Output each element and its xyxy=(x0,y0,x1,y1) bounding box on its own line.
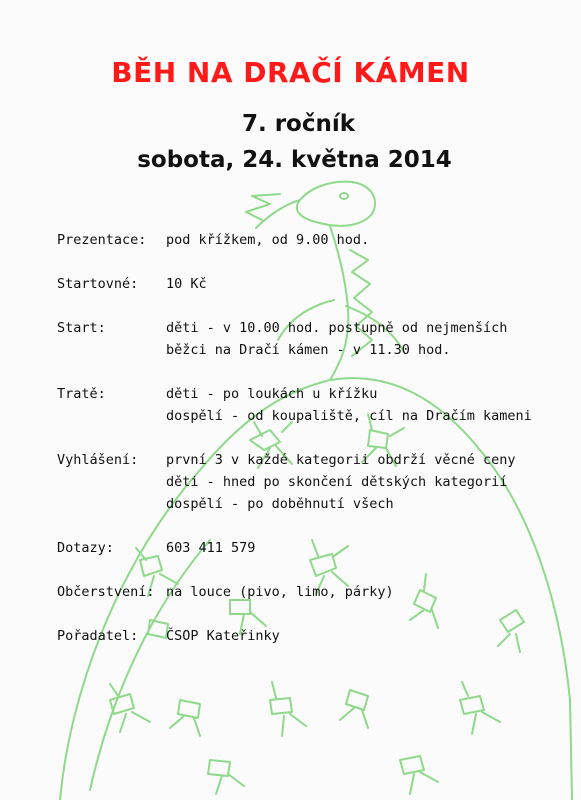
row-value: dospělí - po doběhnutí všech xyxy=(166,496,394,512)
runner-14 xyxy=(400,756,438,794)
row-value: 10 Kč xyxy=(166,276,207,292)
dragon-eye xyxy=(340,193,348,199)
row-obcerstveni xyxy=(57,581,557,603)
row-start xyxy=(57,317,557,361)
row-label: Prezentace: xyxy=(57,232,147,248)
row-value: dospělí - od koupaliště, cíl na Dračím kameni xyxy=(166,408,532,424)
row-startovne xyxy=(57,273,557,295)
dragon-tail xyxy=(256,200,300,228)
event-title: BĚH NA DRAČÍ KÁMEN xyxy=(111,56,470,89)
row-value: děti - po loukách u křížku xyxy=(166,386,378,402)
row-label: Startovné: xyxy=(57,276,139,292)
row-label: Start: xyxy=(57,320,106,336)
row-label: Dotazy: xyxy=(57,540,114,556)
row-label: Vyhlášení: xyxy=(57,452,139,468)
row-prezentace xyxy=(57,229,557,251)
runner-9 xyxy=(270,682,306,736)
runner-8 xyxy=(170,700,200,736)
row-value: pod křížkem, od 9.00 hod. xyxy=(166,232,370,248)
runner-15 xyxy=(208,760,244,794)
event-date: sobota, 24. května 2014 xyxy=(137,147,452,173)
row-value: ČSOP Kateřinky xyxy=(166,628,280,644)
row-value: běžci na Dračí kámen - v 11.30 hod. xyxy=(166,342,451,358)
dragon-wing xyxy=(246,194,280,220)
row-value: na louce (pivo, limo, párky) xyxy=(166,584,394,600)
runner-10 xyxy=(340,690,368,728)
row-label: Pořadatel: xyxy=(57,628,139,644)
row-label: Občerstvení: xyxy=(57,584,155,600)
runner-11 xyxy=(460,682,500,734)
row-trate xyxy=(57,383,557,427)
edition-label: 7. ročník xyxy=(241,111,356,137)
row-label: Tratě: xyxy=(57,386,106,402)
runner-7 xyxy=(110,684,150,732)
row-value: první 3 v každé kategorii obdrží věcné ceny xyxy=(166,452,516,468)
row-value: děti - v 10.00 hod. postupně od nejmenších xyxy=(166,320,508,336)
row-poradatel xyxy=(57,625,557,647)
row-value: 603 411 579 xyxy=(166,540,256,556)
row-vyhlaseni xyxy=(57,449,557,515)
row-dotazy xyxy=(57,537,557,559)
dragon-head xyxy=(297,182,375,226)
info-table xyxy=(57,229,557,647)
row-value: děti - hned po skončení dětských kategorií xyxy=(166,474,508,490)
